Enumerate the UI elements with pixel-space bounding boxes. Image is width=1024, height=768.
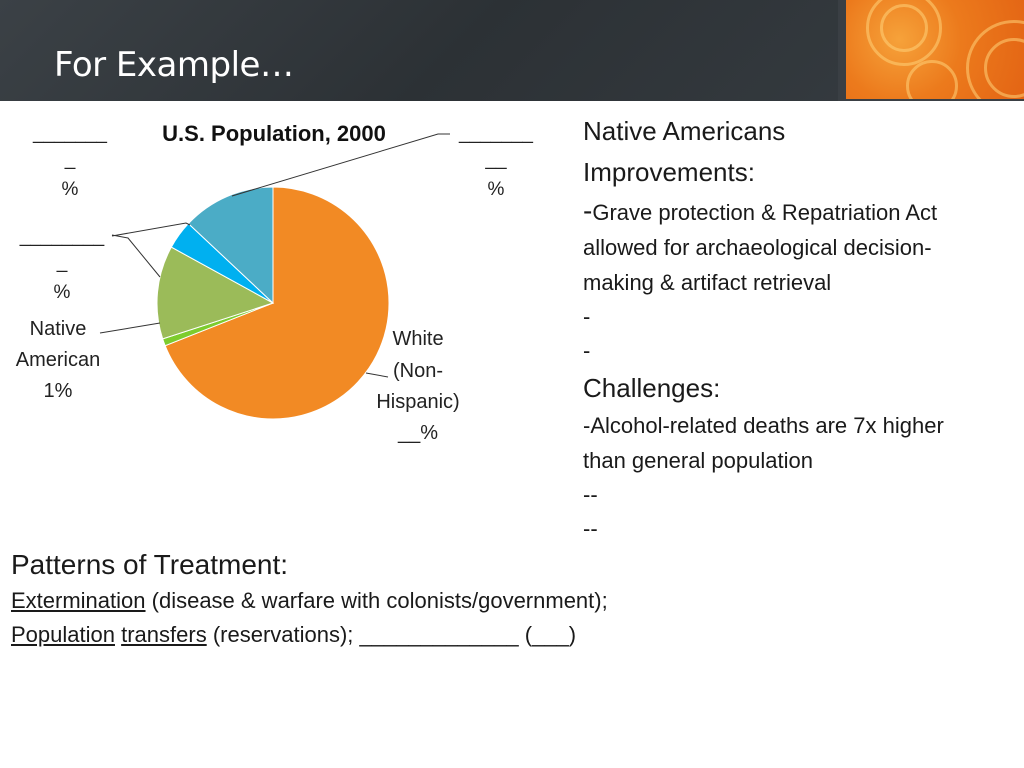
- pie-chart: [0, 101, 560, 541]
- leader-native: [100, 323, 160, 333]
- challenge-blank-1: --: [583, 482, 598, 507]
- label-white-1: White: [392, 328, 444, 350]
- patterns-heading: Patterns of Treatment:: [11, 549, 289, 580]
- slide-header: [0, 0, 1024, 101]
- pattern-line-2: [11, 618, 1011, 652]
- patterns-of-treatment: [11, 546, 1011, 652]
- extermination-term: Extermination: [11, 588, 146, 613]
- header-decorative-image: [838, 0, 1024, 101]
- leader-top-left: [112, 223, 190, 236]
- right-column-text: [583, 111, 1018, 546]
- label-white-2: (Non-: [392, 360, 444, 382]
- improvement-item-1-line3: making & artifact retrieval: [583, 270, 832, 295]
- chart-title: U.S. Population, 2000: [162, 121, 386, 146]
- bullet-dash: -: [583, 195, 593, 226]
- improvement-item-1-text: Grave protection & Repatriation Act: [592, 200, 938, 225]
- label-top-left-1: _______: [33, 123, 107, 144]
- label-white-4: __%: [397, 422, 439, 444]
- improvement-item-1-line2: allowed for archaeological decision-: [583, 235, 932, 260]
- slide-title: For Example…: [54, 45, 294, 85]
- leader-left-mid: [112, 235, 160, 277]
- orange-pattern: [846, 0, 1024, 99]
- pie-chart-svg: [0, 101, 560, 541]
- label-top-right-2: __: [485, 149, 507, 170]
- population-term: Population: [11, 622, 115, 647]
- improvements-heading: Improvements:: [583, 157, 755, 187]
- label-top-right-3: %: [487, 179, 505, 200]
- label-white-3: Hispanic): [376, 391, 460, 413]
- challenge-item-1-line1: -Alcohol-related deaths are 7x higher: [583, 413, 944, 438]
- label-top-right-1: _______: [459, 123, 533, 144]
- improvement-item-1: [583, 193, 1018, 230]
- label-native-1: Native: [29, 318, 87, 340]
- label-top-left-3: %: [61, 179, 79, 200]
- label-top-left-2: _: [64, 149, 76, 170]
- challenge-blank-2: --: [583, 516, 598, 541]
- leader-white: [366, 373, 388, 377]
- label-native-2: American: [15, 349, 101, 371]
- label-left-mid-2: _: [56, 252, 68, 273]
- transfers-desc: (reservations); _____________ (___): [206, 622, 577, 647]
- transfers-term: transfers: [121, 622, 207, 647]
- label-left-mid-1: ________: [19, 226, 105, 247]
- native-americans-heading: Native Americans: [583, 116, 786, 146]
- pattern-line-1: [11, 584, 1011, 618]
- improvement-blank-1: -: [583, 304, 591, 329]
- improvement-blank-2: -: [583, 338, 591, 363]
- challenge-item-1-line2: than general population: [583, 448, 813, 473]
- label-native-3: 1%: [43, 380, 73, 402]
- challenges-heading: Challenges:: [583, 373, 721, 403]
- extermination-desc: (disease & warfare with colonists/government);: [145, 588, 608, 613]
- label-left-mid-3: %: [53, 282, 71, 303]
